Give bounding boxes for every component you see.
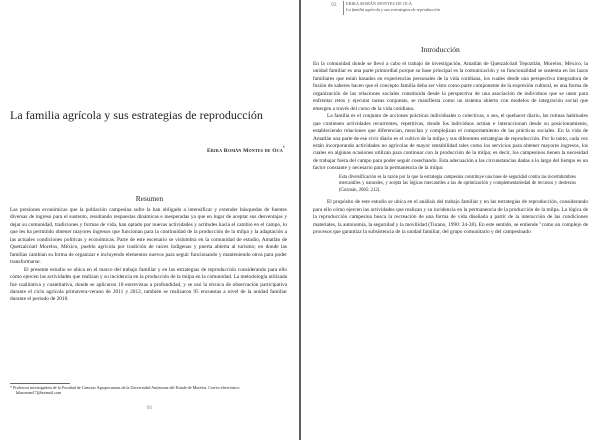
running-head-author: ERIKA ROMÁN MONTES DE OCA [346,1,413,6]
abstract-heading: Resumen [135,194,164,203]
abstract-paragraph-1: Las presiones económicas que la población campesina sufre la han obligado a intensificar y extender búsquedas de fuentes diversas de ingreso para el sustento, resultando respuestas dinámicas e inesperadas ya que en lugar de aceptar sus desventajas y dejar su comunidad, tradiciones y formas de vida, han optado por nuevas actividades y actitudes hacia el cambio en el campo, lo que les ha permitido obtener mayores ingresos que funcionan para la continuidad de la producción de la milpa y la adaptación a las actuales condiciones políticas y económicas. Parte de este escenario se vislumbra en la comunidad de estudio, Amatlán de Quetzalcóatl Morelos, México, pueblo agrícola por tradición de raíces indígenas y puerta abierta al turismo; en donde las familias cambian su forma de organizar e incluyendo elementos nuevos para seguir funcionando y manteniendo otros para poder transformarse. [10,207,287,266]
author-name [207,146,285,154]
intro-paragraph-1: En la comunidad donde se llevó a cabo el trabajo de investigación, Amatlán de Quetzalcóatl Tepoztlán, Morelos, México, la unidad familiar es una parte primordial porque su base principal es la comunicación y su funcionalidad se sustenta en los lazos familiares que están basados en experiencias personales de la vida cotidiana, los cuales desde una perspectiva integradora de fusión de saberes hacen que el concepto familia deba ser visto como parte componente de la expresión cultural, es una forma de organización de las relaciones sociales constituida desde la perspectiva de una asociación de individuos que se unen para enfrentar retos y ejecutar tareas conjuntas, se manifiesta como un sistema abierto con modelos de integración social que emergen a través del curso de la vida cotidiana. [313,61,588,112]
section-heading-introduccion: Introducción [421,45,460,54]
right-page [301,0,600,440]
introduction-body [313,61,588,237]
abstract-body [10,207,287,304]
author-footnote-marker: * [283,146,285,150]
intro-paragraph-2: La familia es el conjunto de acciones prácticas individuales o colectivas, o sea, el quehacer diario, las rutinas habituales que contienen actividades recurrentes, repetitivas, donde los individuos actúan e interaccionan desde su posicionamiento, estableciendo relaciones que diferencian, mezclan y complejizan el comportamiento de las prácticas sociales. En la vida de Amatlán una parte de ese vivir diario es el cultivo de la milpa y sus diferentes estrategias de reproducción. Por lo tanto, cada vez están incorporando actividades no agrícolas de mayor rentabilidad tales como los servicios para obtener mayores ingresos, los cuales en algunas ocasiones utilizan para continuar con la producción de la milpa; es decir, los campesinos tienen la necesidad de trabajar fuera del campo para poder seguir cosechando. Esta adecuación a las circunstancias dadas a lo largo del tiempo es un factor constante y necesario para la permanencia de la milpa: [313,113,588,172]
page-number-right: 92 [331,2,337,8]
author-name-text: Erika Román Montes de Oca [207,147,283,154]
footnote-divider [10,383,70,384]
abstract-paragraph-2: El presente estudio se ubica en el marco del trabajo familiar y en las estrategias de reproducción considerando para ello cómo ejercen las actividades que realizan y su incidencia en la producción de la milpa en la comunidad. La metodología utilizada fue cualitativa y cuantitativa, donde se aplicaron 10 entrevistas a profundidad, y se usó la técnica de observación participativa durante el ciclo agrícola primavera-verano de 2011 y 2012, también se realizaron 95 encuestas a nivel de la unidad familiar durante el periodo de 2010. [10,266,287,303]
page-number-left: 91 [146,405,153,411]
header-divider [343,1,344,15]
footnote: * Profesora investigadora de la Facultad de Ciencias Agropecuarias de la Universidad Autónoma del Estado de Morelos. Correo electrónico: kilaroman17@hotmail.com [10,385,240,396]
intro-paragraph-3: El propósito de este estudio se ubica en el análisis del trabajo familiar y en las estrategias de reproducción, considerando para ello cómo ejercen las actividades que realizan y su incidencia en la permanencia de la producción de la milpa. La lógica de la reproducción campesina busca la recreación de una forma de vida diseñada a partir de la interacción de las condiciones materiales, la autonomía, la seguridad y la movilidad (Turano, 1990: 34-38). En este sentido, se entiende "como un complejo de procesos que garantiza la subsistencia de la unidad familiar, del grupo comunitario y del campesinado [313,199,588,236]
article-title: La familia agrícola y sus estrategias de reproducción [10,108,263,122]
block-quote: Esta diversificación es la razón por la que la estrategia campesina constituye una base de seguridad contra las incertidumbres mercantiles y naturales, y acepta las lógicas mercantiles a las de optimización y complementariedad de recursos y destrezos (Guzmán, 2005: 212). [339,174,576,193]
left-page [0,0,299,440]
running-head-title: La familia agrícola y sus estrategias de reproducción [346,7,440,12]
